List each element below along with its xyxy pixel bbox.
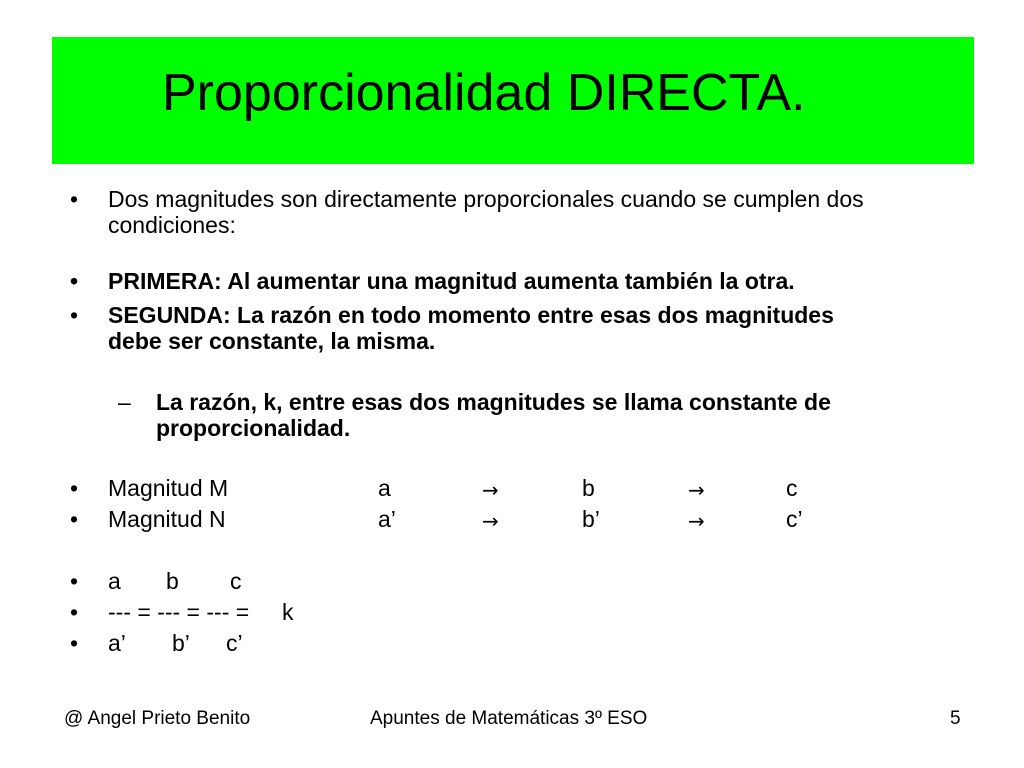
magnitude-value-2: b’	[582, 506, 600, 532]
sub-bullet-constant	[118, 389, 978, 441]
bullet-marker: •	[70, 599, 79, 625]
right-arrow-icon: →	[688, 509, 705, 533]
magnitude-label: Magnitud N	[108, 506, 226, 532]
ratio-denominator-a: a’	[108, 630, 126, 656]
bullet-text-line2: condiciones:	[108, 212, 236, 238]
ratio-numerator-a: a	[108, 568, 121, 594]
bullet-definition	[70, 186, 970, 238]
right-arrow-icon: →	[688, 478, 705, 502]
sub-bullet-marker: –	[118, 389, 131, 415]
title-banner	[52, 37, 974, 164]
sub-bullet-text-line1: La razón, k, entre esas dos magnitudes se llama constante de	[156, 389, 831, 415]
ratio-denominators	[70, 630, 470, 656]
ratio-constant-k: k	[282, 599, 294, 625]
bullet-text-line1: Dos magnitudes son directamente proporcionales cuando se cumplen dos	[108, 186, 864, 212]
bullet-primera	[70, 268, 970, 294]
ratio-equation	[70, 599, 470, 625]
ratio-fraction-lines: --- = --- = --- =	[108, 599, 250, 625]
ratio-numerator-c: c	[230, 568, 242, 594]
bullet-marker: •	[70, 475, 79, 501]
magnitude-value-3: c’	[786, 506, 803, 532]
right-arrow-icon: →	[482, 478, 499, 502]
ratio-numerator-b: b	[166, 568, 179, 594]
bullet-marker: •	[70, 268, 79, 294]
magnitude-value-1: a	[378, 475, 391, 501]
bullet-marker: •	[70, 186, 79, 212]
row-magnitud-m	[70, 475, 970, 501]
bullet-marker: •	[70, 630, 79, 656]
bullet-marker: •	[70, 568, 79, 594]
bullet-marker: •	[70, 302, 79, 328]
sub-bullet-text-line2: proporcionalidad.	[156, 415, 351, 441]
magnitude-value-3: c	[786, 475, 798, 501]
magnitude-label: Magnitud M	[108, 475, 229, 501]
ratio-denominator-c: c’	[226, 630, 243, 656]
footer-page-number: 5	[950, 708, 961, 729]
bullet-segunda	[70, 302, 970, 354]
magnitude-value-2: b	[582, 475, 595, 501]
ratio-denominator-b: b’	[172, 630, 190, 656]
footer-course: Apuntes de Matemáticas 3º ESO	[370, 708, 648, 729]
bullet-text: PRIMERA: Al aumentar una magnitud aumenta también la otra.	[108, 268, 795, 294]
bullet-text-line1: SEGUNDA: La razón en todo momento entre esas dos magnitudes	[108, 302, 834, 328]
magnitude-value-1: a’	[378, 506, 396, 532]
footer-author: @ Angel Prieto Benito	[64, 708, 251, 729]
right-arrow-icon: →	[482, 509, 499, 533]
bullet-text-line2: debe ser constante, la misma.	[108, 328, 436, 354]
row-magnitud-n	[70, 506, 970, 532]
slide-title: Proporcionalidad DIRECTA.	[162, 64, 806, 122]
bullet-marker: •	[70, 506, 79, 532]
ratio-numerators	[70, 568, 470, 594]
